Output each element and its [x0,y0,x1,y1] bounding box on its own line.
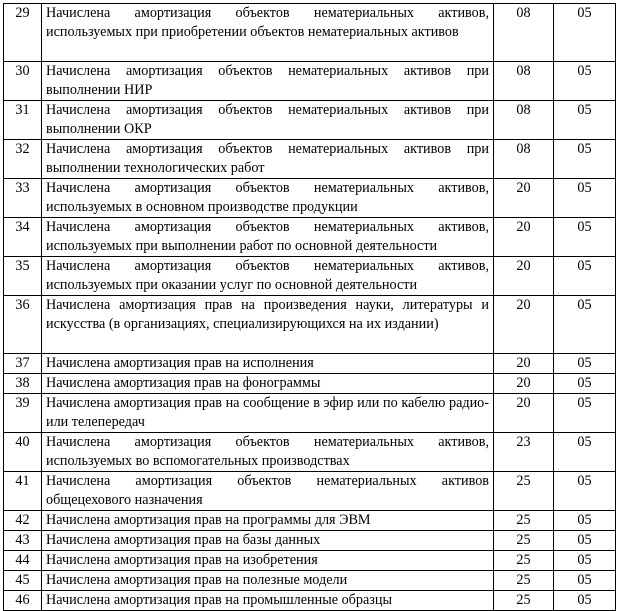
row-debit-account: 20 [494,179,554,218]
row-credit-account: 05 [554,257,616,296]
row-number: 30 [4,62,42,101]
transactions-table-body [4,4,616,611]
table-row [4,531,616,551]
row-debit-account: 08 [494,140,554,179]
row-debit-account: 25 [494,472,554,511]
row-number: 34 [4,218,42,257]
row-number: 38 [4,374,42,394]
row-description: Начислена амортизация прав на программы для ЭВМ [42,511,494,531]
row-debit-account: 25 [494,591,554,611]
row-credit-account: 05 [554,354,616,374]
row-debit-account: 08 [494,101,554,140]
row-description: Начислена амортизация прав на базы данных [42,531,494,551]
row-credit-account: 05 [554,179,616,218]
row-credit-account: 05 [554,4,616,62]
row-number: 36 [4,296,42,354]
table-row [4,257,616,296]
row-description: Начислена амортизация объектов нематериальных активов, используемых при оказании услуг по основной деятельности [42,257,494,296]
table-row [4,433,616,472]
row-credit-account: 05 [554,571,616,591]
row-description: Начислена амортизация прав на изобретения [42,551,494,571]
transactions-table [3,3,616,611]
row-number: 44 [4,551,42,571]
row-debit-account: 25 [494,571,554,591]
row-number: 45 [4,571,42,591]
row-credit-account: 05 [554,394,616,433]
table-row [4,591,616,611]
table-row [4,472,616,511]
row-debit-account: 20 [494,354,554,374]
table-row [4,179,616,218]
table-row [4,511,616,531]
row-number: 46 [4,591,42,611]
row-credit-account: 05 [554,551,616,571]
table-row [4,62,616,101]
row-number: 40 [4,433,42,472]
table-row [4,551,616,571]
row-credit-account: 05 [554,472,616,511]
row-debit-account: 20 [494,394,554,433]
row-debit-account: 08 [494,4,554,62]
table-row [4,296,616,354]
row-description: Начислена амортизация прав на произведения науки, литературы и искусства (в организациях, специализирующихся на их издании) [42,296,494,354]
row-debit-account: 25 [494,551,554,571]
row-credit-account: 05 [554,296,616,354]
row-number: 39 [4,394,42,433]
row-number: 35 [4,257,42,296]
row-number: 32 [4,140,42,179]
table-row [4,101,616,140]
row-description: Начислена амортизация объектов нематериальных активов, используемых при выполнении работ по основной деятельности [42,218,494,257]
row-description: Начислена амортизация объектов нематериальных активов при выполнении ОКР [42,101,494,140]
row-description: Начислена амортизация объектов нематериальных активов, используемых во вспомогательных производствах [42,433,494,472]
row-description: Начислена амортизация объектов нематериальных активов, используемых в основном производстве продукции [42,179,494,218]
row-description: Начислена амортизация объектов нематериальных активов, используемых при приобретении объектов нематериальных активов [42,4,494,62]
row-description: Начислена амортизация прав на промышленные образцы [42,591,494,611]
row-credit-account: 05 [554,374,616,394]
table-row [4,354,616,374]
row-debit-account: 23 [494,433,554,472]
row-debit-account: 25 [494,531,554,551]
row-number: 31 [4,101,42,140]
table-row [4,394,616,433]
row-debit-account: 25 [494,511,554,531]
row-debit-account: 20 [494,296,554,354]
table-row [4,571,616,591]
table-row [4,4,616,62]
row-description: Начислена амортизация объектов нематериальных активов при выполнении технологических работ [42,140,494,179]
row-number: 42 [4,511,42,531]
row-description: Начислена амортизация прав на исполнения [42,354,494,374]
row-credit-account: 05 [554,101,616,140]
row-credit-account: 05 [554,511,616,531]
row-credit-account: 05 [554,531,616,551]
row-debit-account: 20 [494,374,554,394]
row-debit-account: 20 [494,257,554,296]
table-row [4,218,616,257]
row-description: Начислена амортизация объектов нематериальных активов при выполнении НИР [42,62,494,101]
table-row [4,140,616,179]
row-credit-account: 05 [554,140,616,179]
row-credit-account: 05 [554,218,616,257]
row-description: Начислена амортизация прав на сообщение в эфир или по кабелю радио- или телепередач [42,394,494,433]
row-credit-account: 05 [554,591,616,611]
row-credit-account: 05 [554,433,616,472]
table-row [4,374,616,394]
row-number: 37 [4,354,42,374]
row-debit-account: 20 [494,218,554,257]
row-number: 33 [4,179,42,218]
row-credit-account: 05 [554,62,616,101]
row-description: Начислена амортизация объектов нематериальных активов общецехового назначения [42,472,494,511]
row-debit-account: 08 [494,62,554,101]
row-description: Начислена амортизация прав на полезные модели [42,571,494,591]
row-number: 43 [4,531,42,551]
row-description: Начислена амортизация прав на фонограммы [42,374,494,394]
row-number: 41 [4,472,42,511]
row-number: 29 [4,4,42,62]
